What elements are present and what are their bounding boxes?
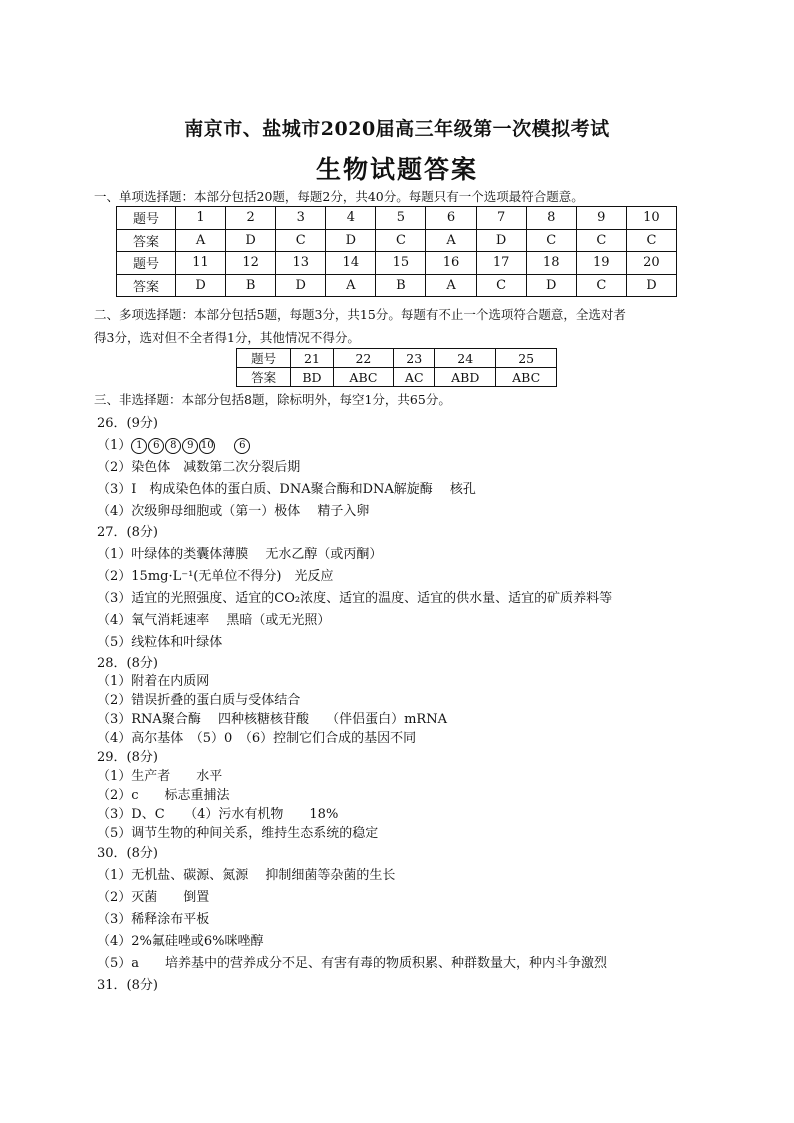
table-cell: B — [226, 274, 276, 297]
section3-heading: 三、非选择题：本部分包括8题，除标明外，每空1分，共65分。 — [94, 392, 451, 407]
table-cell: 21 — [291, 349, 333, 368]
q27-answer-2: （2）15mg·L⁻¹(无单位不得分) 光反应 — [97, 569, 334, 584]
table-cell: 11 — [176, 252, 226, 275]
q26-answer-1 — [97, 434, 251, 454]
table-cell-label: 题号 — [117, 252, 176, 275]
single-choice-table — [116, 206, 677, 297]
q27-answer-4: （4）氧气消耗速率 黑暗（或无光照） — [97, 613, 331, 628]
q28-answer-4: （4）高尔基体 （5）0 （6）控制它们合成的基因不同 — [97, 731, 417, 746]
q30-answer-3: （3）稀释涂布平板 — [97, 912, 210, 927]
table-cell: D — [526, 274, 576, 297]
table-cell: ABC — [496, 368, 557, 387]
circled-number: 6 — [234, 438, 250, 454]
table-cell: 25 — [496, 349, 557, 368]
table-cell: 13 — [276, 252, 326, 275]
table-cell: 22 — [333, 349, 394, 368]
table-cell: 19 — [576, 252, 626, 275]
table-cell: ABD — [435, 368, 496, 387]
table-cell: A — [426, 274, 476, 297]
table-cell: 8 — [526, 207, 576, 230]
table-cell: A — [176, 229, 226, 252]
table-cell: C — [626, 229, 676, 252]
table-cell: 14 — [326, 252, 376, 275]
table-cell-label: 题号 — [237, 349, 291, 368]
circled-number: 6 — [148, 438, 164, 454]
table-cell: 7 — [476, 207, 526, 230]
q26-answer-2: （2）染色体 减数第二次分裂后期 — [97, 460, 301, 475]
table-cell: D — [176, 274, 226, 297]
circled-number: 10 — [199, 438, 215, 454]
table-cell: BD — [291, 368, 333, 387]
table-cell: A — [326, 274, 376, 297]
table-cell: 16 — [426, 252, 476, 275]
table-cell: 1 — [176, 207, 226, 230]
table-cell: D — [276, 274, 326, 297]
answer-prefix: （1） — [97, 438, 132, 453]
circled-number: 9 — [182, 438, 198, 454]
exam-title: 南京市、盐城市2020届高三年级第一次模拟考试 — [184, 118, 610, 140]
table-cell-label: 答案 — [117, 229, 176, 252]
table-cell: 15 — [376, 252, 426, 275]
circled-number: 1 — [131, 438, 147, 454]
table-cell: 10 — [626, 207, 676, 230]
table-cell-label: 题号 — [117, 207, 176, 230]
table-cell: 6 — [426, 207, 476, 230]
table-cell: C — [576, 274, 626, 297]
table-cell: 3 — [276, 207, 326, 230]
q28-heading: 28．(8分) — [97, 656, 158, 671]
q30-heading: 30．(8分) — [97, 846, 158, 861]
table-cell: C — [576, 229, 626, 252]
table-row — [117, 229, 677, 252]
q27-answer-1: （1）叶绿体的类囊体薄膜 无水乙醇（或丙酮） — [97, 547, 383, 562]
table-cell: 18 — [526, 252, 576, 275]
circled-number: 8 — [165, 438, 181, 454]
table-cell: 4 — [326, 207, 376, 230]
table-cell: C — [276, 229, 326, 252]
section1-heading: 一、单项选择题：本部分包括20题，每题2分，共40分。每题只有一个选项最符合题意。 — [94, 189, 584, 204]
q30-answer-4: （4）2%氟硅唑或6%咪唑醇 — [97, 934, 264, 949]
q28-answer-3: （3）RNA聚合酶 四种核糖核苷酸 （伴侣蛋白）mRNA — [97, 712, 447, 727]
q29-heading: 29．(8分) — [97, 750, 158, 765]
exam-subtitle: 生物试题答案 — [315, 155, 478, 184]
table-cell: ABC — [333, 368, 394, 387]
table-cell: B — [376, 274, 426, 297]
q29-answer-4: （5）调节生物的种间关系，维持生态系统的稳定 — [97, 826, 379, 841]
table-row — [117, 207, 677, 230]
table-cell: 24 — [435, 349, 496, 368]
q30-answer-5: （5）a 培养基中的营养成分不足、有害有毒的物质积累、种群数量大，种内斗争激烈 — [97, 956, 608, 971]
q28-answer-1: （1）附着在内质网 — [97, 674, 210, 689]
q31-heading: 31．(8分) — [97, 978, 158, 993]
q26-heading: 26．(9分) — [97, 416, 158, 431]
q27-answer-5: （5）线粒体和叶绿体 — [97, 635, 223, 650]
table-cell: 5 — [376, 207, 426, 230]
q27-heading: 27．(8分) — [97, 525, 158, 540]
q26-answer-4: （4）次级卵母细胞或（第一）极体 精子入卵 — [97, 504, 370, 519]
q28-answer-2: （2）错误折叠的蛋白质与受体结合 — [97, 693, 301, 708]
table-row — [237, 349, 557, 368]
table-cell-label: 答案 — [237, 368, 291, 387]
table-cell: 20 — [626, 252, 676, 275]
table-cell: 12 — [226, 252, 276, 275]
table-cell: 23 — [394, 349, 435, 368]
table-cell: A — [426, 229, 476, 252]
table-cell: 17 — [476, 252, 526, 275]
table-cell: 9 — [576, 207, 626, 230]
section2-heading-line2: 得3分，选对但不全者得1分，其他情况不得分。 — [94, 330, 360, 345]
table-cell: D — [626, 274, 676, 297]
table-cell: D — [476, 229, 526, 252]
table-cell: 2 — [226, 207, 276, 230]
multi-choice-table — [236, 348, 557, 387]
q29-answer-3: （3）D、C （4）污水有机物 18% — [97, 807, 339, 822]
q30-answer-2: （2）灭菌 倒置 — [97, 890, 210, 905]
table-row — [117, 252, 677, 275]
table-row — [237, 368, 557, 387]
q29-answer-1: （1）生产者 水平 — [97, 769, 223, 784]
table-cell: C — [376, 229, 426, 252]
table-cell: D — [326, 229, 376, 252]
q29-answer-2: （2）c 标志重捕法 — [97, 788, 230, 803]
q26-answer-3: （3）Ⅰ 构成染色体的蛋白质、DNA聚合酶和DNA解旋酶 核孔 — [97, 482, 476, 497]
table-cell: C — [526, 229, 576, 252]
section2-heading-line1: 二、多项选择题：本部分包括5题，每题3分，共15分。每题有不止一个选项符合题意，全选对者 — [94, 307, 626, 322]
q30-answer-1: （1）无机盐、碳源、氮源 抑制细菌等杂菌的生长 — [97, 868, 396, 883]
table-cell: AC — [394, 368, 435, 387]
table-cell: D — [226, 229, 276, 252]
table-row — [117, 274, 677, 297]
q27-answer-3: （3）适宜的光照强度、适宜的CO₂浓度、适宜的温度、适宜的供水量、适宜的矿质养料等 — [97, 591, 613, 606]
table-cell: C — [476, 274, 526, 297]
table-cell-label: 答案 — [117, 274, 176, 297]
